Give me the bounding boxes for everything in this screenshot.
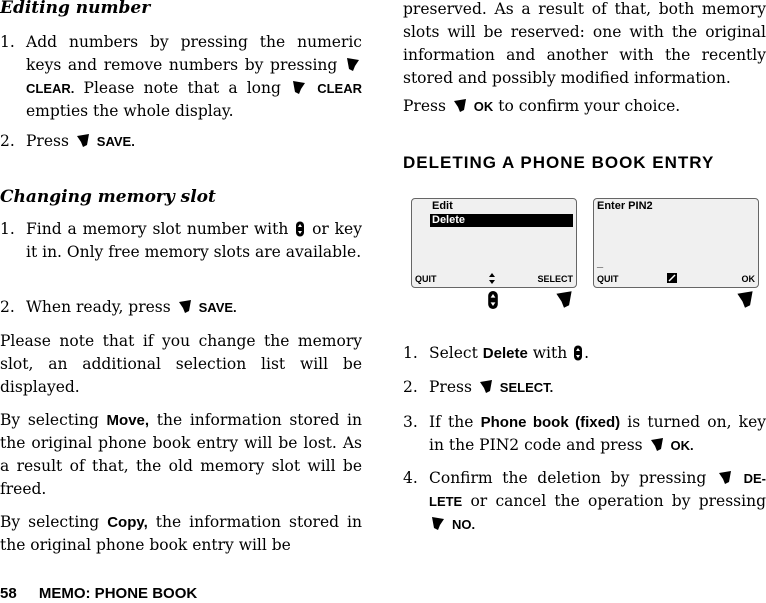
right-softkey-icon: [76, 133, 90, 148]
page-number: 58: [0, 585, 17, 602]
right-softkey-icon: [555, 290, 573, 309]
section-title: DELETING A PHONE BOOK ENTRY: [403, 153, 715, 172]
right-softkey-icon: [453, 98, 467, 113]
paragraph: Please note that if you change the memory slot, an additional selection list will be displayed.: [0, 332, 362, 396]
left-softkey-icon: [292, 80, 306, 95]
input-cursor: _: [597, 257, 604, 269]
list-item: 3. If the Phone book (fixed) is turned on, key in the PIN2 code and press OK.: [403, 413, 766, 454]
scroll-key-icon: [295, 221, 305, 237]
left-softkey-icon: [346, 57, 360, 72]
softkey-right-label: SELECT: [537, 274, 573, 284]
right-softkey-icon: [650, 437, 664, 452]
paragraph: By selecting Copy, the information stored in the original phone book entry will be: [0, 513, 362, 554]
scroll-key-icon: [573, 345, 583, 361]
softkey-left-label: QUIT: [415, 274, 437, 284]
list-item: 1. Add numbers by pressing the numeric keys and remove numbers by pressing CLEAR. Please note that a long CLEAR empties the whole display.: [0, 33, 362, 120]
list-item: 4. Confirm the deletion by pressing DE-LETE or cancel the operation by pressing NO.: [403, 469, 766, 532]
paragraph: By selecting Move, the information stored in the original phone book entry will be lost. As a result of that, the old memory slot will be freed.: [0, 411, 362, 498]
edit-icon: [667, 273, 677, 283]
right-softkey-icon: [479, 379, 493, 394]
list-item: 2. Press SELECT.: [403, 378, 554, 396]
list-item: 2. Press SAVE.: [0, 132, 135, 150]
list-item: 2. When ready, press SAVE.: [0, 298, 237, 316]
paragraph: preserved. As a result of that, both memory slots will be reserved: one with the original information and another with the recently stored and possibly modified information.: [403, 0, 766, 87]
scroll-arrows-icon: [489, 273, 495, 284]
right-softkey-icon: [736, 290, 754, 309]
softkey-left-label: QUIT: [597, 274, 619, 284]
softkey-right-label: OK: [741, 274, 755, 284]
changing-memory-slot-heading: Changing memory slot: [0, 187, 216, 207]
left-softkey-icon: [431, 516, 445, 531]
scroll-key-icon: [487, 289, 499, 311]
phone-screen-delete: Edit Delete QUIT SELECT: [411, 198, 577, 288]
page-footer: [0, 585, 197, 602]
list-item: 1. Select Delete with .: [403, 344, 590, 362]
right-softkey-icon: [718, 470, 732, 485]
phone-screen-pin2: Enter PIN2 _ QUIT OK: [593, 198, 759, 288]
right-softkey-icon: [178, 299, 192, 314]
list-item: 1. Find a memory slot number with or key it in. Only free memory slots are available.: [0, 220, 362, 261]
editing-number-heading: Editing number: [0, 0, 151, 18]
highlighted-menu-item: Delete: [430, 214, 573, 227]
footer-title: MEMO: PHONE BOOK: [38, 585, 198, 602]
paragraph: Press OK to confirm your choice.: [403, 97, 681, 115]
